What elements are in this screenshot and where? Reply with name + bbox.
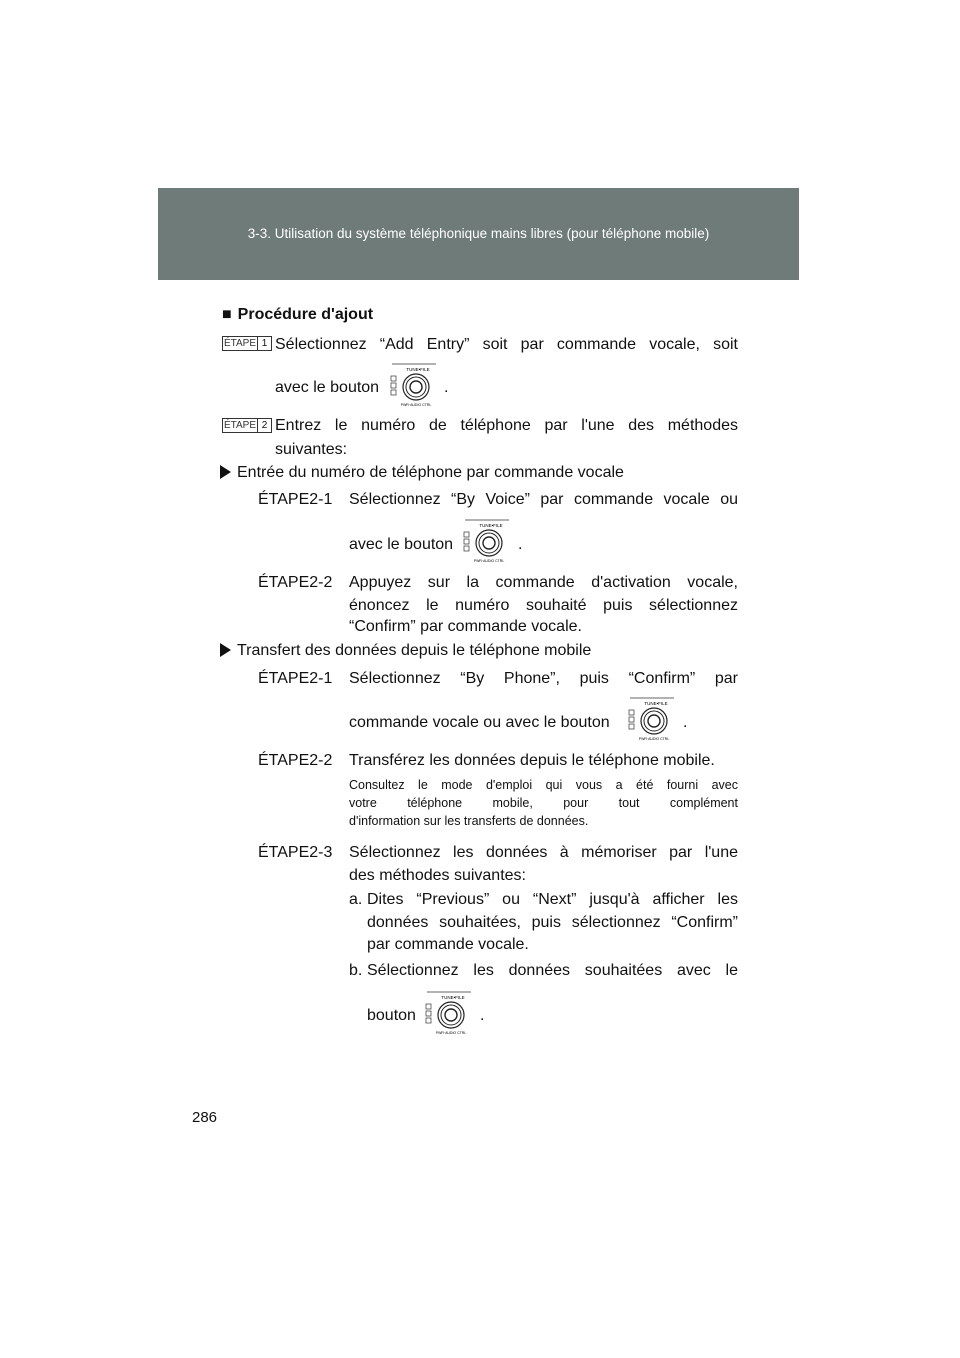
step1-period: . [444,379,449,396]
phone-note-line3: d'information sur les transferts de données. [349,814,589,828]
option-a-line2: données souhaitées, puis sélectionnez “Confirm” [367,914,738,931]
chapter-title: 3-3. Utilisation du système téléphonique mains libres (pour téléphone mobile) [247,226,710,241]
step1-line2-text: avec le bouton [275,379,380,396]
etape-word: ÉTAPE [223,420,257,431]
arrow-right-icon [220,465,231,479]
option-a-label: a. [349,891,363,908]
phone-note-line2: votre téléphone mobile, pour tout complément [349,796,738,810]
phone-step3-label: ÉTAPE2-3 [258,844,333,861]
etape-2-badge [222,418,272,433]
knob-top-label: TUNE•FILE [441,995,465,1000]
tune-file-knob-icon [423,990,473,1036]
option-a-line3: par commande vocale. [367,936,529,953]
option-b-line2: bouton [367,1007,416,1024]
option-b-label: b. [349,962,363,979]
voice-step2-line3: “Confirm” par commande vocale. [349,618,582,635]
knob-bottom-label: PWR·AUDIO CTRL [435,1031,467,1035]
phone-step3-line2: des méthodes suivantes: [349,867,526,884]
etape-word: ÉTAPE [223,338,257,349]
step1-line1: Sélectionnez “Add Entry” soit par commande vocale, soit [275,336,738,353]
page-number: 286 [192,1109,218,1126]
phone-step2-line1: Transférez les données depuis le téléphone mobile. [349,752,715,769]
step2-line1: Entrez le numéro de téléphone par l'une des méthodes [275,417,738,434]
etape-1-badge [222,336,272,351]
knob-bottom-label: PWR·AUDIO CTRL [400,403,432,407]
knob-bottom-label: PWR·AUDIO CTRL [473,559,505,563]
phone-note-line1: Consultez le mode d'emploi qui vous a été fourni avec [349,778,738,792]
tune-file-knob-icon [461,518,511,564]
phone-step2-label: ÉTAPE2-2 [258,752,333,769]
phone-step1-line2: commande vocale ou avec le bouton [349,714,610,731]
phone-step3-line1: Sélectionnez les données à mémoriser par l'une [349,844,738,861]
step2-line2: suivantes: [275,441,348,458]
option-a-line1: Dites “Previous” ou “Next” jusqu'à afficher les [367,891,738,908]
phone-step1-label: ÉTAPE2-1 [258,670,333,687]
voice-step1-line2: avec le bouton [349,536,454,553]
voice-step1-line1: Sélectionnez “By Voice” par commande vocale ou [349,491,738,508]
arrow-right-icon [220,643,231,657]
knob-top-label: TUNE•FILE [406,367,430,372]
chapter-header [158,188,799,280]
knob-bottom-label: PWR·AUDIO CTRL [638,737,670,741]
knob-top-label: TUNE•FILE [479,523,503,528]
phone-method-heading [220,641,591,661]
voice-method-heading [220,463,624,483]
tune-file-knob-icon [388,362,438,408]
etape-number: 2 [257,419,271,432]
voice-heading-text: Entrée du numéro de téléphone par commande vocale [237,464,624,481]
phone-step1-line1: Sélectionnez “By Phone”, puis “Confirm” par [349,670,738,687]
tune-file-knob-icon [626,696,676,742]
section-title-text: Procédure d'ajout [237,306,374,323]
phone-step1-period: . [683,714,688,731]
option-b-period: . [480,1007,485,1024]
step1-line2 [275,378,379,398]
voice-step2-line2: énoncez le numéro souhaité puis sélectionnez [349,597,738,614]
voice-step1-period: . [518,536,523,553]
voice-step2-label: ÉTAPE2-2 [258,574,333,591]
voice-step2-line1: Appuyez sur la commande d'activation vocale, [349,574,738,591]
option-b-line1: Sélectionnez les données souhaitées avec le [367,962,738,979]
section-title [222,305,373,325]
voice-step1-label: ÉTAPE2-1 [258,491,333,508]
section-bullet: ■ [222,306,232,323]
etape-number: 1 [257,337,271,350]
knob-top-label: TUNE•FILE [644,701,668,706]
phone-heading-text: Transfert des données depuis le téléphone mobile [237,642,592,659]
